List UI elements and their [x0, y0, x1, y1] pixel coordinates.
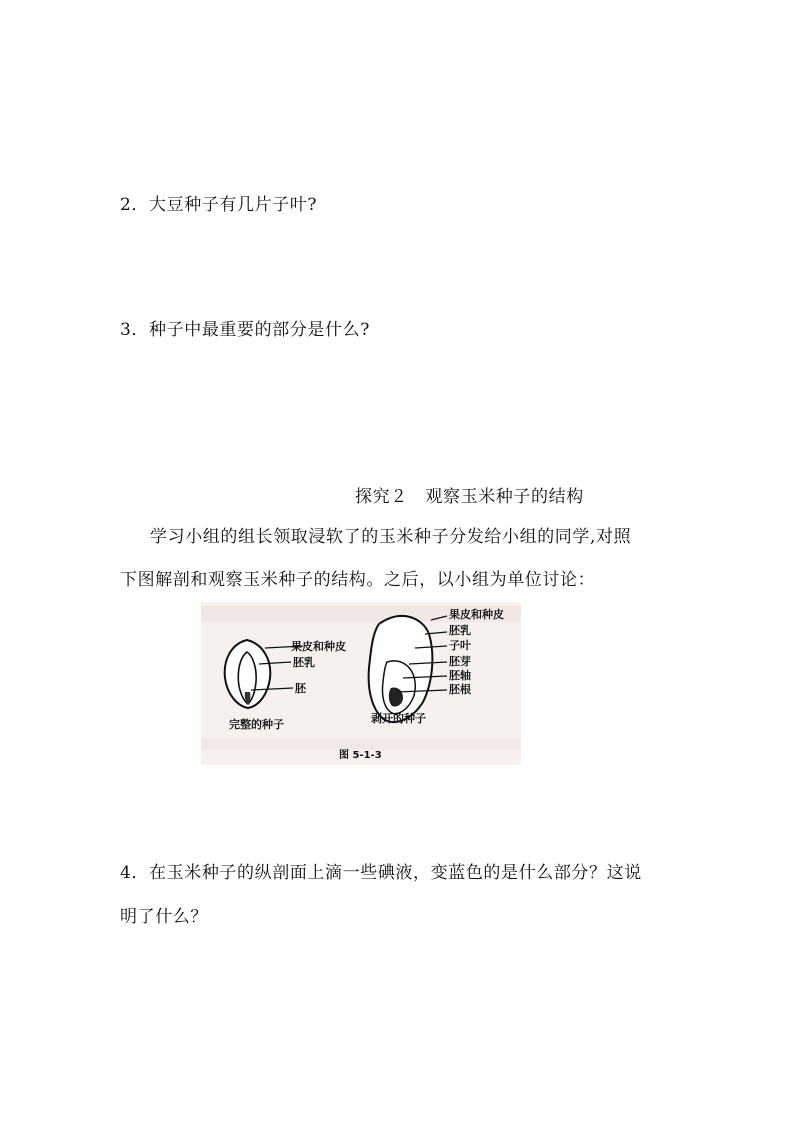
instruction-line-2: 下图解剖和观察玉米种子的结构。之后，以小组为单位讨论： [120, 570, 596, 590]
question-2: 2．大豆种子有几片子叶? [120, 195, 318, 215]
scan-band [201, 738, 521, 750]
right-label-endosperm: 胚乳 [449, 624, 471, 637]
left-caption: 完整的种子 [229, 718, 284, 731]
right-caption: 剥开的种子 [371, 712, 426, 725]
left-label-embryo: 胚 [295, 682, 306, 695]
right-label-cotyledon: 子叶 [449, 639, 471, 652]
right-label-radicle: 胚根 [449, 683, 471, 696]
figure-number: 图 5-1-3 [339, 750, 382, 761]
corn-seed-diagram [201, 602, 521, 765]
left-label-endosperm: 胚乳 [293, 656, 315, 669]
corn-seed-figure [201, 602, 521, 765]
right-label-hypocotyl: 胚轴 [449, 669, 471, 682]
left-label-pericarp: 果皮和种皮 [291, 640, 346, 653]
right-label-pericarp: 果皮和种皮 [449, 608, 504, 621]
right-label-plumule: 胚芽 [449, 655, 471, 668]
question-3: 3．种子中最重要的部分是什么? [120, 320, 370, 340]
section-heading: 探究２ 观察玉米种子的结构 [355, 487, 584, 507]
question-4-line-2: 明了什么？ [120, 907, 208, 927]
instruction-line-1: 学习小组的组长领取浸软了的玉米种子分发给小组的同学,对照 [150, 527, 632, 547]
question-4-line-1: 4．在玉米种子的纵剖面上滴一些碘液，变蓝色的是什么部分？这说 [120, 863, 642, 883]
